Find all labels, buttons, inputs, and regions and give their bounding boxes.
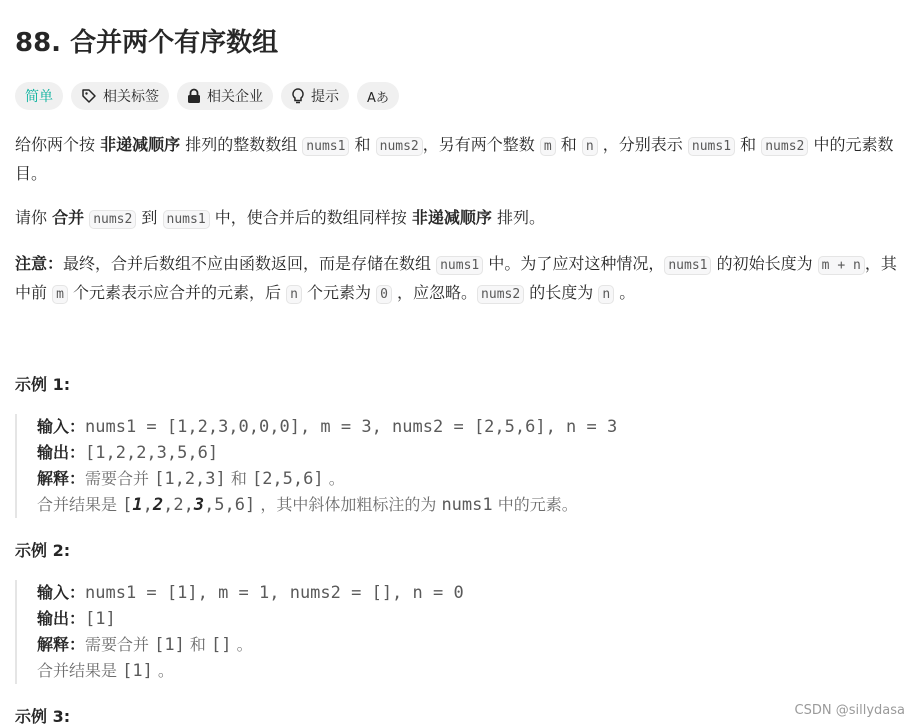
example-2-output: 输出：[1]: [37, 609, 116, 629]
example-1-input: 输入：nums1 = [1,2,3,0,0,0], m = 3, nums2 = [2,5,6], n = 3: [37, 417, 618, 437]
lock-icon: [187, 88, 201, 104]
example-1-result: 合并结果是 [1,2,2,3,5,6] ，其中斜体加粗标注的为 nums1 中的元素。: [37, 495, 578, 515]
translate-button[interactable]: [357, 82, 399, 110]
example-2-explanation: 解释：需要合并 [1] 和 [] 。: [37, 635, 253, 655]
related-companies-button[interactable]: [177, 82, 273, 110]
example-2-input: 输入：nums1 = [1], m = 1, nums2 = [], n = 0: [37, 583, 464, 603]
tag-bar: [15, 82, 399, 110]
lightbulb-icon: [291, 88, 305, 105]
example-1-block: [15, 414, 895, 518]
related-tags-button[interactable]: [71, 82, 169, 110]
example-2-heading: 示例 2:: [15, 541, 71, 560]
tag-icon: [81, 88, 97, 104]
hint-button[interactable]: [281, 82, 349, 110]
related-tags-label: 相关标签: [103, 89, 159, 105]
example-1-output: 输出：[1,2,2,3,5,6]: [37, 443, 219, 463]
difficulty-badge[interactable]: [15, 82, 63, 110]
problem-title: 88. 合并两个有序数组: [15, 28, 279, 58]
example-2-block: [15, 580, 895, 684]
note-label: 注意：: [15, 254, 64, 273]
example-1-explanation: 解释：需要合并 [1,2,3] 和 [2,5,6] 。: [37, 469, 345, 489]
example-1-heading: 示例 1:: [15, 375, 71, 394]
watermark: CSDN @sillydasa: [794, 703, 905, 718]
example-2-result: 合并结果是 [1] 。: [37, 661, 174, 681]
difficulty-label: 简单: [25, 89, 53, 105]
hint-label: 提示: [311, 89, 339, 105]
note-paragraph: 注意：最终，合并后数组不应由函数返回，而是存储在数组 nums1 中。为了应对这种情况， nums1 的初始长度为 m + n ，其中前 m 个元素表示应合并的元素，后 n 个元素为 0 ，应忽略。 nums2 的长度为 n 。: [15, 254, 897, 302]
related-companies-label: 相关企业: [207, 89, 263, 105]
translate-icon: Aあ: [367, 90, 389, 106]
description-paragraph-2: 请你 合并 nums2 到 nums1 中，使合并后的数组同样按 非递减顺序 排列。: [15, 208, 545, 227]
example-3-heading: 示例 3:: [15, 707, 71, 726]
description-paragraph-1: 给你两个按 非递减顺序 排列的整数数组 nums1 和 nums2 ，另有两个整数 m 和 n ，分别表示 nums1 和 nums2 中的元素数目。: [15, 135, 894, 183]
